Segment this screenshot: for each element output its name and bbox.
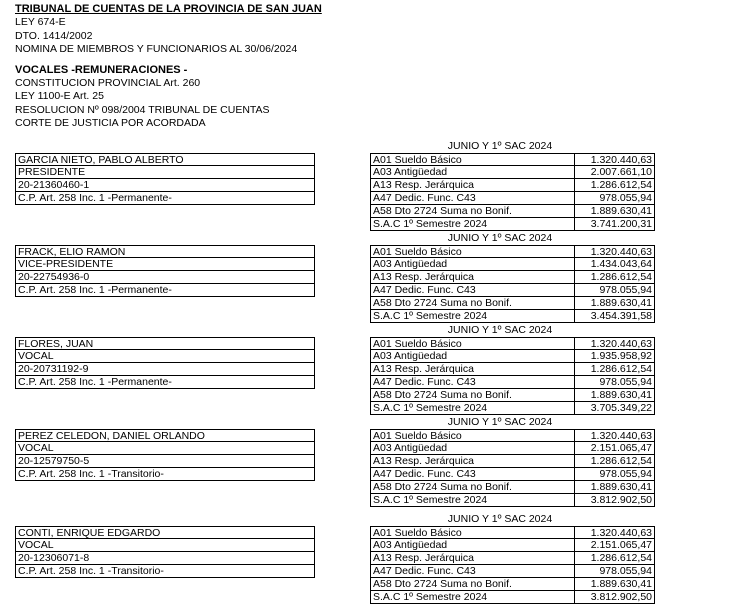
amount-value: 1.286.612,54 (575, 552, 655, 565)
decree-line: DTO. 1414/2002 (15, 29, 93, 42)
amount-value: 3.705.349,22 (575, 402, 655, 415)
member-cuil: 20-12579750-5 (15, 455, 315, 468)
amount-value: 1.320.440,63 (575, 337, 655, 350)
period-label: JUNIO Y 1º SAC 2024 (447, 324, 553, 336)
concept-code: A47 Dedic. Func. C43 (370, 284, 575, 297)
period-label: JUNIO Y 1º SAC 2024 (447, 140, 553, 152)
member-legal-basis: C.P. Art. 258 Inc. 1 -Permanente- (15, 284, 315, 297)
concept-code: A03 Antigüedad (370, 442, 575, 455)
document-header (15, 3, 322, 131)
amount-value: 1.286.612,54 (575, 363, 655, 376)
amount-value: 1.889.630,41 (575, 481, 655, 494)
amount-value: 1.320.440,63 (575, 153, 655, 166)
amount-value: 3.812.902,50 (575, 494, 655, 507)
amount-value: 978.055,94 (575, 192, 655, 205)
concept-code: A58 Dto 2724 Suma no Bonif. (370, 389, 575, 402)
concept-code: A58 Dto 2724 Suma no Bonif. (370, 205, 575, 218)
amount-value: 1.889.630,41 (575, 389, 655, 402)
member-block (15, 232, 655, 323)
amount-value: 978.055,94 (575, 565, 655, 578)
concept-code: A01 Sueldo Básico (370, 153, 575, 166)
concept-code: A13 Resp. Jerárquica (370, 455, 575, 468)
court-line: CORTE DE JUSTICIA POR ACORDADA (15, 117, 206, 130)
concept-code: S.A.C 1º Semestre 2024 (370, 310, 575, 323)
amount-value: 1.320.440,63 (575, 526, 655, 539)
concept-code: A01 Sueldo Básico (370, 337, 575, 350)
concept-code: A13 Resp. Jerárquica (370, 552, 575, 565)
member-legal-basis: C.P. Art. 258 Inc. 1 -Permanente- (15, 192, 315, 205)
amount-value: 3.741.200,31 (575, 218, 655, 231)
member-cuil: 20-22754936-0 (15, 271, 315, 284)
member-role: PRESIDENTE (15, 166, 315, 179)
member-legal-basis: C.P. Art. 258 Inc. 1 -Transitorio- (15, 565, 315, 578)
amount-value: 1.286.612,54 (575, 179, 655, 192)
member-role: VOCAL (15, 350, 315, 363)
concept-code: A13 Resp. Jerárquica (370, 271, 575, 284)
member-name: GARCIA NIETO, PABLO ALBERTO (15, 153, 315, 166)
amount-value: 3.812.902,50 (575, 591, 655, 604)
concept-code: A03 Antigüedad (370, 166, 575, 179)
member-role: VOCAL (15, 442, 315, 455)
amount-value: 2.151.065,47 (575, 539, 655, 552)
amount-value: 1.889.630,41 (575, 578, 655, 591)
concept-code: A01 Sueldo Básico (370, 245, 575, 258)
member-cuil: 20-20731192-9 (15, 363, 315, 376)
period-label: JUNIO Y 1º SAC 2024 (447, 416, 553, 428)
amount-value: 978.055,94 (575, 468, 655, 481)
amount-value: 978.055,94 (575, 284, 655, 297)
member-block (15, 324, 655, 415)
amount-value: 1.935.958,92 (575, 350, 655, 363)
amount-value: 1.320.440,63 (575, 429, 655, 442)
concept-code: S.A.C 1º Semestre 2024 (370, 402, 575, 415)
amount-value: 3.454.391,58 (575, 310, 655, 323)
concept-code: A03 Antigüedad (370, 258, 575, 271)
concept-code: A13 Resp. Jerárquica (370, 363, 575, 376)
concept-code: A47 Dedic. Func. C43 (370, 192, 575, 205)
section-title: VOCALES -REMUNERACIONES - (15, 63, 188, 76)
member-block (15, 513, 655, 604)
concept-code: S.A.C 1º Semestre 2024 (370, 494, 575, 507)
member-role: VOCAL (15, 539, 315, 552)
constitution-line: CONSTITUCION PROVINCIAL Art. 260 (15, 77, 201, 90)
period-label: JUNIO Y 1º SAC 2024 (447, 513, 553, 525)
concept-code: S.A.C 1º Semestre 2024 (370, 218, 575, 231)
member-name: PEREZ CELEDON, DANIEL ORLANDO (15, 429, 315, 442)
member-name: FRACK, ELIO RAMON (15, 245, 315, 258)
amount-value: 1.286.612,54 (575, 455, 655, 468)
roster-line: NOMINA DE MIEMBROS Y FUNCIONARIOS AL 30/06/2024 (15, 43, 298, 56)
document-title: TRIBUNAL DE CUENTAS DE LA PROVINCIA DE SAN JUAN (15, 3, 322, 15)
concept-code: A01 Sueldo Básico (370, 526, 575, 539)
member-block (15, 140, 655, 231)
concept-code: A47 Dedic. Func. C43 (370, 565, 575, 578)
amount-value: 2.151.065,47 (575, 442, 655, 455)
concept-code: A47 Dedic. Func. C43 (370, 468, 575, 481)
period-label: JUNIO Y 1º SAC 2024 (447, 232, 553, 244)
amount-value: 1.889.630,41 (575, 297, 655, 310)
concept-code: A03 Antigüedad (370, 539, 575, 552)
member-legal-basis: C.P. Art. 258 Inc. 1 -Permanente- (15, 376, 315, 389)
member-block (15, 416, 655, 507)
concept-code: A58 Dto 2724 Suma no Bonif. (370, 481, 575, 494)
amount-value: 978.055,94 (575, 376, 655, 389)
concept-code: S.A.C 1º Semestre 2024 (370, 591, 575, 604)
amount-value: 1.434.043,64 (575, 258, 655, 271)
amount-value: 2.007.661,10 (575, 166, 655, 179)
member-role: VICE-PRESIDENTE (15, 258, 315, 271)
member-cuil: 20-12306071-8 (15, 552, 315, 565)
law-line: LEY 674-E (15, 16, 66, 29)
concept-code: A03 Antigüedad (370, 350, 575, 363)
member-name: CONTI, ENRIQUE EDGARDO (15, 526, 315, 539)
member-cuil: 20-21360460-1 (15, 179, 315, 192)
law-1100-line: LEY 1100-E Art. 25 (15, 90, 104, 103)
concept-code: A58 Dto 2724 Suma no Bonif. (370, 297, 575, 310)
amount-value: 1.889.630,41 (575, 205, 655, 218)
amount-value: 1.286.612,54 (575, 271, 655, 284)
resolution-line: RESOLUCION Nº 098/2004 TRIBUNAL DE CUENTAS (15, 103, 270, 116)
concept-code: A13 Resp. Jerárquica (370, 179, 575, 192)
amount-value: 1.320.440,63 (575, 245, 655, 258)
concept-code: A01 Sueldo Básico (370, 429, 575, 442)
concept-code: A58 Dto 2724 Suma no Bonif. (370, 578, 575, 591)
member-legal-basis: C.P. Art. 258 Inc. 1 -Transitorio- (15, 468, 315, 481)
member-name: FLORES, JUAN (15, 337, 315, 350)
concept-code: A47 Dedic. Func. C43 (370, 376, 575, 389)
